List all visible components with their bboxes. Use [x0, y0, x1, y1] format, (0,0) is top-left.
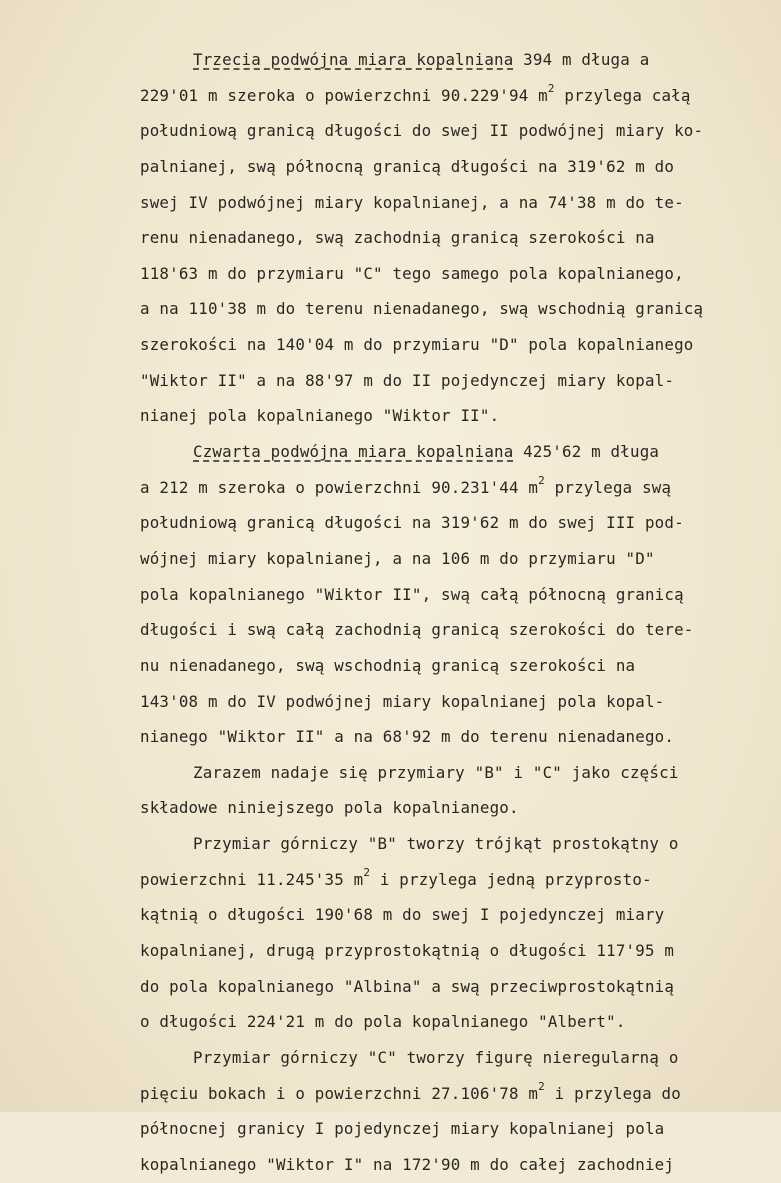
text-line	[140, 826, 760, 862]
line-text: północnej granicy I pojedynczej miary kopalnianej pola	[140, 1119, 665, 1139]
line-text: a na 110'38 m do terenu nienadanego, swą wschodnią granicą	[140, 299, 704, 319]
text-line	[140, 505, 760, 541]
line-text: południową granicą długości do swej II podwójnej miary ko-	[140, 121, 704, 141]
line-text: 143'08 m do IV podwójnej miary kopalnianej pola kopal-	[140, 691, 665, 711]
line-text: o długości 224'21 m do pola kopalnianego "Albert".	[140, 1012, 626, 1032]
text-line	[140, 969, 760, 1005]
text-line	[140, 755, 760, 791]
text-line	[140, 363, 760, 399]
text-line	[140, 113, 760, 149]
line-text: Przymiar górniczy "B" tworzy trójkąt prostokątny o	[193, 834, 679, 854]
text-line	[140, 327, 760, 363]
line-text: Zarazem nadaje się przymiary "B" i "C" jako części	[193, 762, 679, 782]
line-text: a 212 m szeroka o powierzchni 90.231'44 m	[140, 477, 539, 497]
line-text: swej IV podwójnej miary kopalnianej, a na 74'38 m do te-	[140, 192, 684, 212]
text-line	[140, 42, 760, 78]
text-line	[140, 470, 760, 506]
text-line	[140, 1040, 760, 1076]
line-text-continued: i przylega do	[544, 1083, 681, 1103]
line-text: powierzchni 11.245'35 m	[140, 869, 364, 889]
text-line	[140, 185, 760, 221]
text-line	[140, 78, 760, 114]
line-text: wójnej miary kopalnianej, a na 106 m do przymiaru "D"	[140, 548, 655, 568]
text-line	[140, 1111, 760, 1147]
text-line	[140, 790, 760, 826]
text-line	[140, 1004, 760, 1040]
line-text: Przymiar górniczy "C" tworzy figurę nieregularną o	[193, 1047, 679, 1067]
text-line	[140, 897, 760, 933]
line-text: pola kopalnianego "Wiktor II", swą całą północną granicą	[140, 584, 684, 604]
line-text: nu nienadanego, swą wschodnią granicą szerokości na	[140, 655, 636, 675]
superscript: 2	[547, 81, 555, 95]
line-text: składowe niniejszego pola kopalnianego.	[140, 798, 519, 818]
text-line	[140, 291, 760, 327]
text-line	[140, 1076, 760, 1112]
superscript: 2	[363, 865, 371, 879]
line-text: renu nienadanego, swą zachodnią granicą szerokości na	[140, 228, 655, 248]
line-text: 425'62 m długa	[513, 442, 660, 462]
text-line	[140, 648, 760, 684]
text-line	[140, 256, 760, 292]
line-text: południową granicą długości na 319'62 m do swej III pod-	[140, 513, 684, 533]
text-line	[140, 862, 760, 898]
text-line	[140, 220, 760, 256]
text-line	[140, 1147, 760, 1183]
superscript: 2	[538, 473, 545, 487]
line-text: nianej pola kopalnianego "Wiktor II".	[140, 406, 500, 426]
section-heading: Czwarta podwójna miara kopalniana	[193, 442, 514, 462]
line-text: kopalnianego "Wiktor I" na 172'90 m do całej zachodniej	[140, 1154, 675, 1174]
line-text: kopalnianej, drugą przyprostokątnią o długości 117'95 m	[140, 941, 675, 961]
line-text-continued: przylega całą	[554, 85, 691, 105]
document-body	[140, 42, 760, 1183]
line-text: 229'01 m szeroka o powierzchni 90.229'94 m	[140, 85, 548, 105]
line-text: szerokości na 140'04 m do przymiaru "D" pola kopalnianego	[140, 335, 694, 355]
section-heading: Trzecia podwójna miara kopalniana	[193, 50, 514, 69]
text-line	[140, 933, 760, 969]
line-text: palnianej, swą północną granicą długości na 319'62 m do	[140, 156, 675, 176]
text-line	[140, 684, 760, 720]
line-text: 394 m długa a	[513, 50, 650, 69]
line-text: pięciu bokach i o powierzchni 27.106'78 m	[140, 1083, 539, 1103]
line-text: nianego "Wiktor II" a na 68'92 m do terenu nienadanego.	[140, 727, 675, 747]
line-text: "Wiktor II" a na 88'97 m do II pojedynczej miary kopal-	[140, 370, 675, 390]
text-line	[140, 434, 760, 470]
text-line	[140, 577, 760, 613]
text-line	[140, 398, 760, 434]
text-line	[140, 612, 760, 648]
line-text: kątnią o długości 190'68 m do swej I pojedynczej miary	[140, 905, 665, 925]
text-line	[140, 719, 760, 755]
text-line	[140, 541, 760, 577]
line-text-continued: i przylega jedną przyprosto-	[370, 869, 652, 889]
text-line	[140, 149, 760, 185]
line-text: długości i swą całą zachodnią granicą szerokości do tere-	[140, 620, 694, 640]
superscript: 2	[538, 1079, 545, 1093]
line-text: do pola kopalnianego "Albina" a swą przeciwprostokątnią	[140, 976, 675, 996]
line-text: 118'63 m do przymiaru "C" tego samego pola kopalnianego,	[140, 263, 684, 283]
line-text-continued: przylega swą	[544, 477, 672, 497]
